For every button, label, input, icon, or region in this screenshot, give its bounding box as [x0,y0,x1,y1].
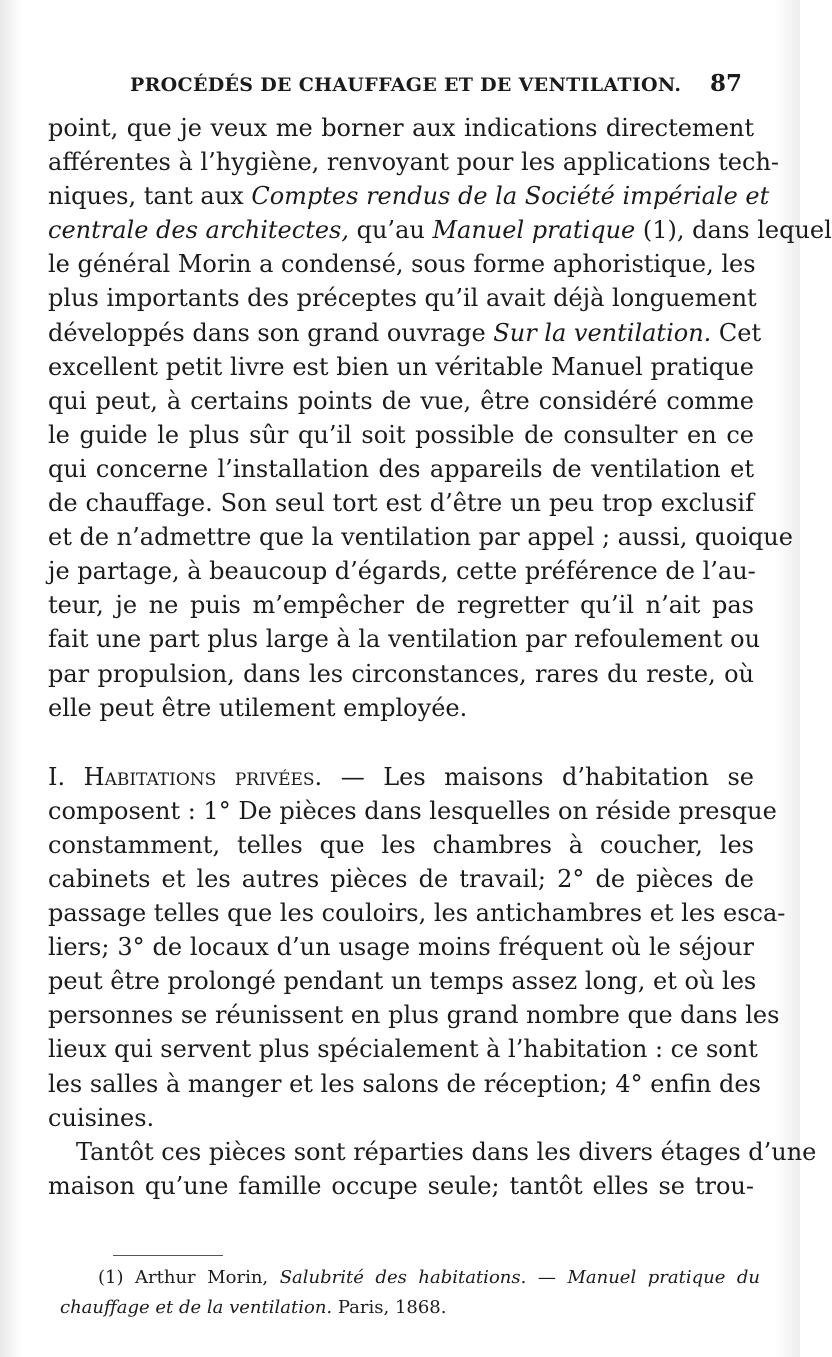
text-line: liers; 3° de locaux d’un usage moins fréquent où le séjour [48,933,754,962]
page-header [130,70,742,104]
text-line: et de n’admettre que la ventilation par appel ; aussi, quoique [48,523,793,552]
text-line: point, que je veux me borner aux indications directement [48,114,754,142]
text-line [48,213,832,247]
text-line: constamment, telles que les chambres à coucher, les [48,830,754,859]
text-line: qui concerne l’installation des appareils de ventilation et [48,454,754,483]
text-line: je partage, à beaucoup d’égards, cette préférence de l’au- [48,557,756,586]
text-line: plus importants des préceptes qu’il avait déjà longuement [48,284,757,313]
italic-title: chauffage et de la ventilation. [60,1297,333,1318]
text-line: lieux qui servent plus spécialement à l’habitation : ce sont [48,1035,758,1064]
italic-title: centrale des architectes, [48,216,349,245]
text-span: développés dans son grand ouvrage [48,318,494,347]
text-span: (1) Arthur Morin, [98,1267,280,1288]
body-text [48,111,832,1203]
text-line: passage telles que les couloirs, les antichambres et les esca- [48,899,786,928]
text-line: cuisines. [48,1103,155,1132]
text-line: elle peut être utilement employée. [48,693,468,722]
text-span: Cet [711,318,762,347]
text-line: Tantôt ces pièces sont réparties dans les divers étages d’une [76,1137,817,1166]
text-span: Paris, 1868. [332,1297,447,1318]
page-number: 87 [709,70,742,97]
text-line: peut être prolongé pendant un temps assez long, et où les [48,967,757,996]
text-line: le général Morin a condensé, sous forme aphoristique, les [48,250,756,279]
text-line: cabinets et les autres pièces de travail; 2° de pièces de [48,864,754,893]
text-line: maison qu’une famille occupe seule; tantôt elles se trou- [48,1171,754,1200]
text-span: niques, tant aux [48,182,252,211]
text-line: le guide le plus sûr qu’il soit possible de consulter en ce [48,420,754,449]
text-span: — [526,1267,568,1288]
text-line: qui peut, à certains points de vue, être considéré comme [48,386,754,415]
running-head: PROCÉDÉS DE CHAUFFAGE ET DE VENTILATION. [130,74,682,96]
footnote [60,1263,760,1323]
italic-title: Comptes rendus de la Société impériale et [251,182,770,211]
text-line: de chauffage. Son seul tort est d’être un peu trop exclusif [48,489,754,518]
italic-title: Salubrité des habitations. [279,1267,527,1288]
section-heading-line [48,760,754,794]
italic-title: Manuel pratique [432,216,636,245]
text-span: (1), dans lequel [635,216,832,245]
text-line: teur, je ne puis m’empêcher de regretter qu’il n’ait pas [48,591,754,620]
section-number: I. [48,762,84,791]
paragraph-gap [48,725,754,760]
text-span: — Les maisons d’habitation se [322,762,754,791]
text-line: excellent petit livre est bien un véritable Manuel pratique [48,352,754,381]
italic-title: Manuel pratique du [567,1267,761,1288]
text-line: afférentes à l’hygiène, renvoyant pour les applications tech- [48,148,780,177]
text-span: qu’au [348,216,433,245]
text-line: personnes se réunissent en plus grand nombre que dans les [48,1001,780,1030]
text-line: composent : 1° De pièces dans lesquelles on réside presque [48,796,777,825]
text-line [48,179,770,213]
section-title: Habitations privées. [83,762,323,791]
text-line: par propulsion, dans les circonstances, rares du reste, où [48,659,754,688]
footnote-line [60,1293,760,1323]
text-line: les salles à manger et les salons de réception; 4° enfin des [48,1069,761,1098]
italic-title: Sur la ventilation. [493,318,712,347]
text-line: fait une part plus large à la ventilation par refoulement ou [48,625,761,654]
text-line [48,316,762,350]
footnote-rule [113,1255,223,1256]
footnote-line [60,1263,760,1293]
